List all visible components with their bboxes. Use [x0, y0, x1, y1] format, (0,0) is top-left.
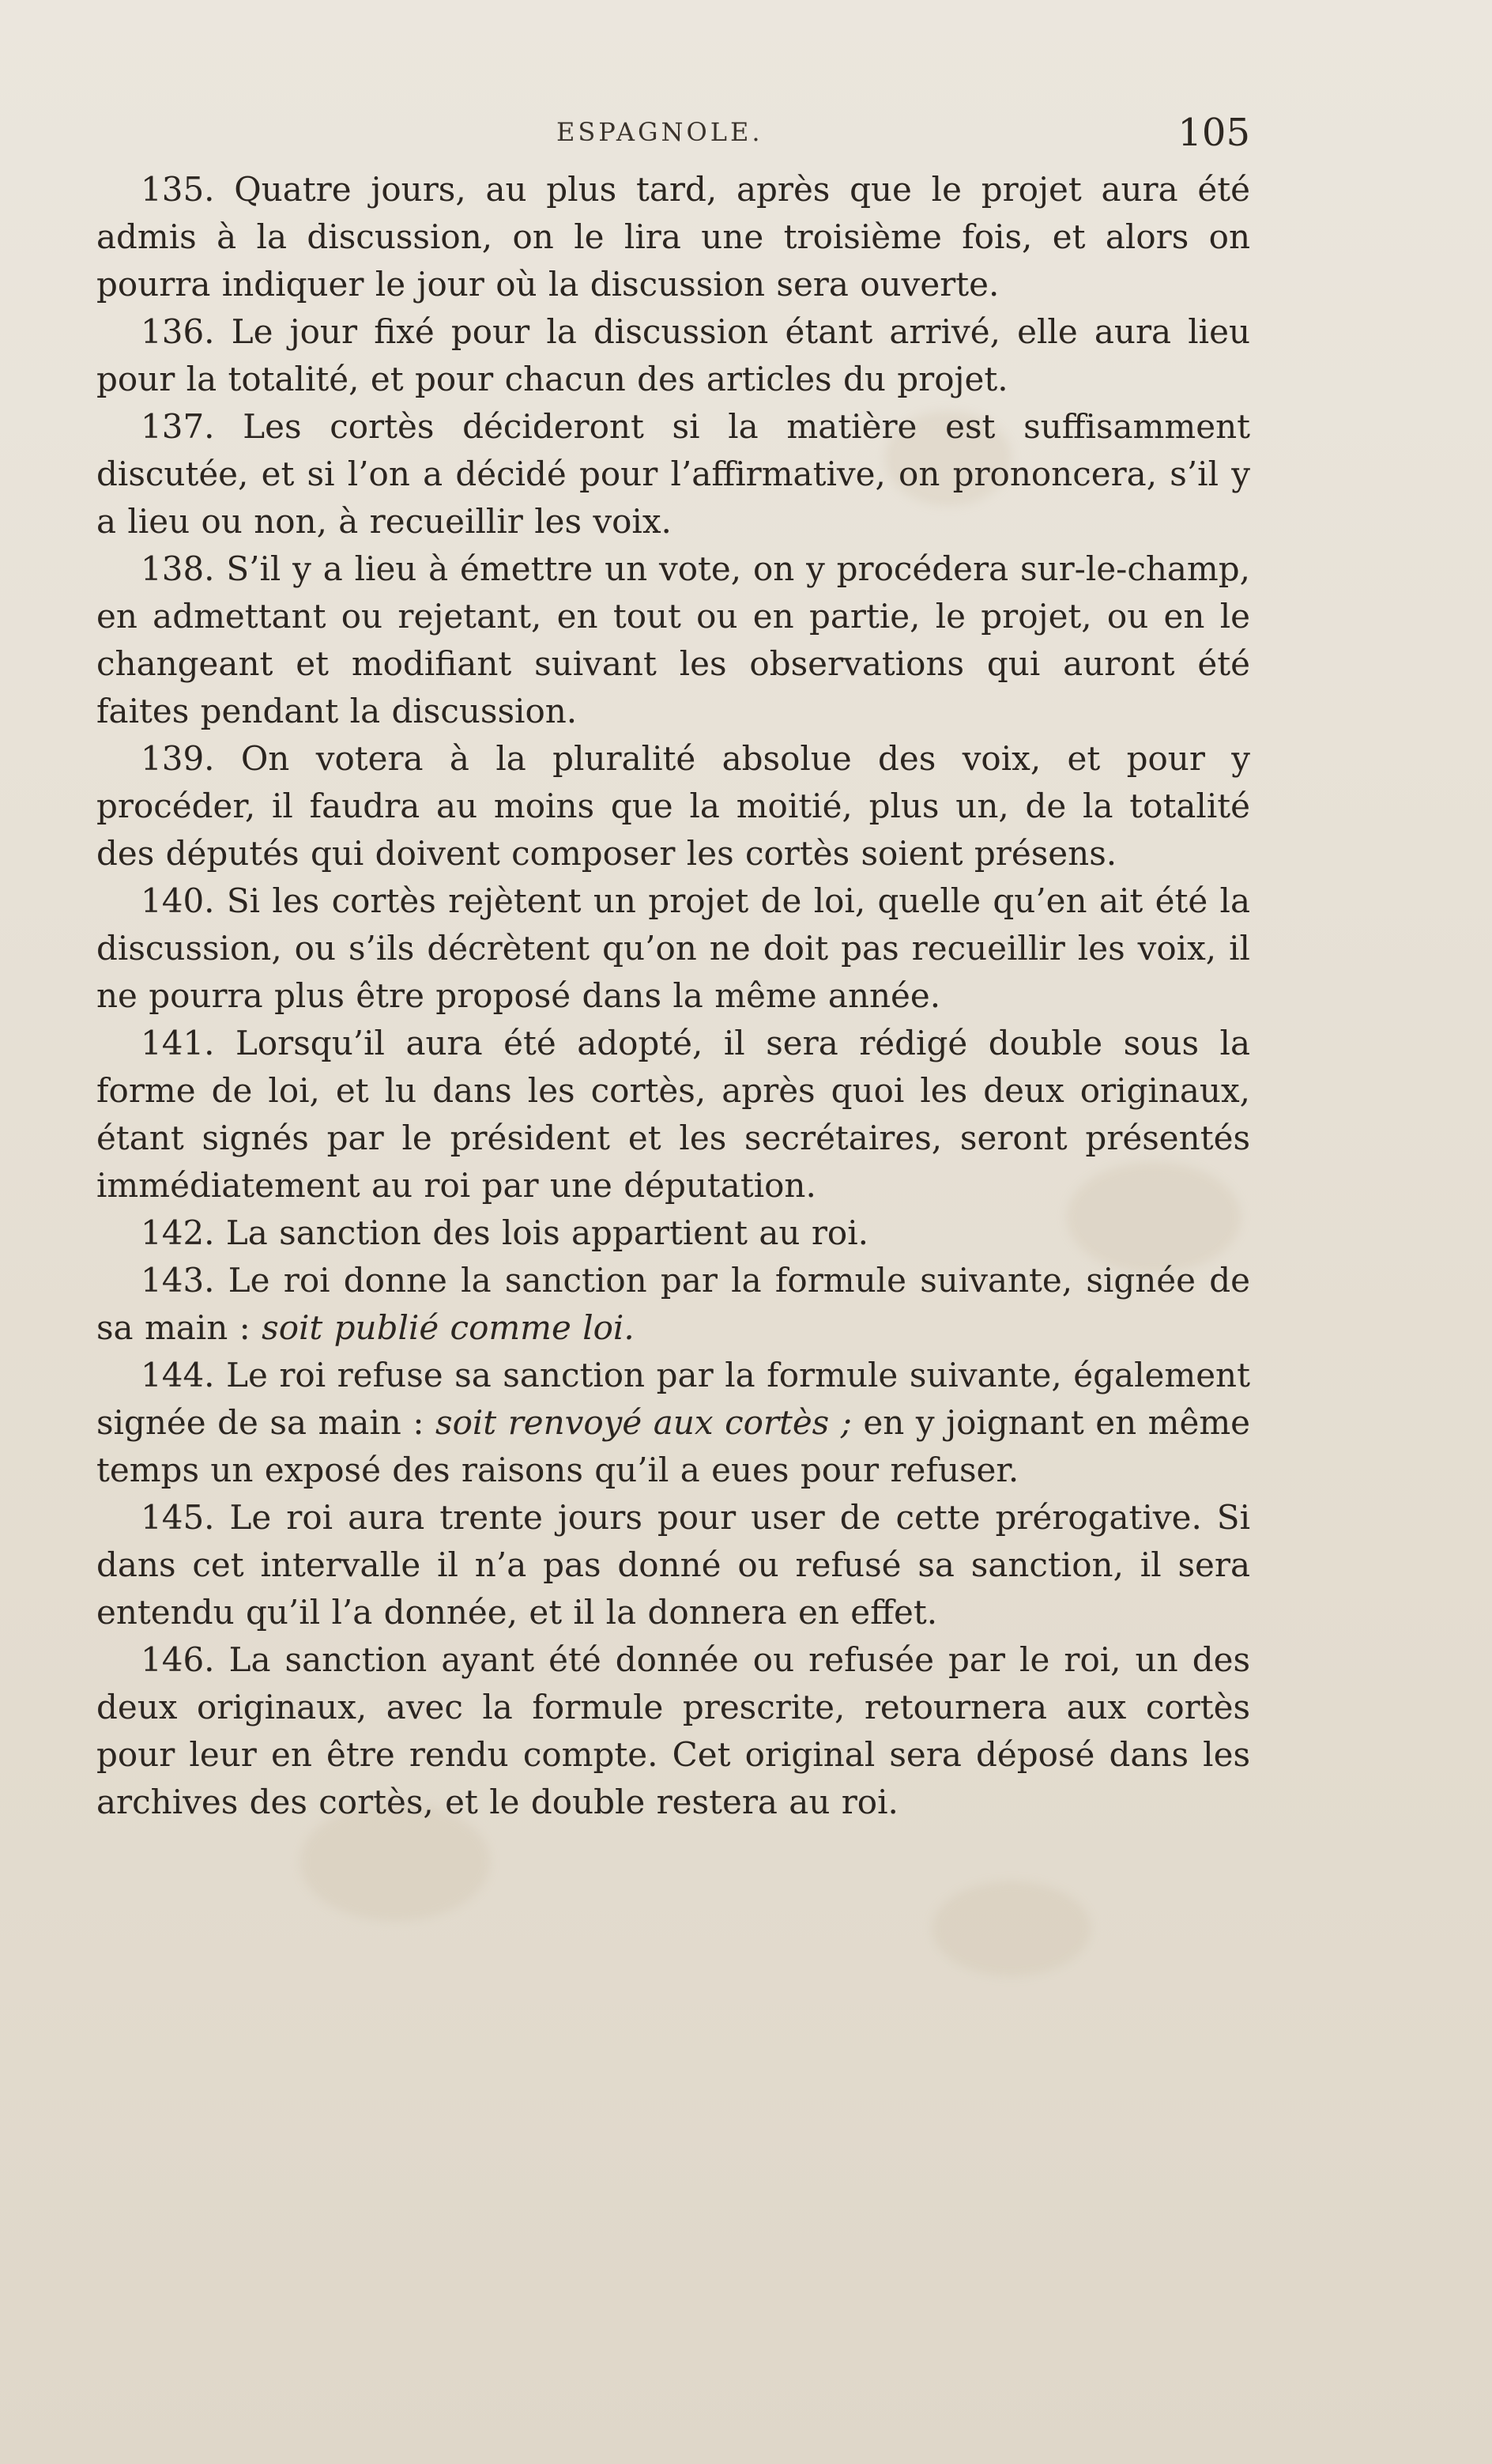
article-text: On votera à la pluralité absolue des voix, et pour y procéder, il faudra au moins que la moitié, plus un, de la totalité des députés qui doivent composer les cortès soient présens. [96, 739, 1250, 873]
article-text: Quatre jours, au plus tard, après que le projet aura été admis à la discussion, on le lira une troisième fois, et alors on pourra indiquer le jour où la discussion sera ouverte. [96, 170, 1251, 304]
article-italic-formula: soit renvoyé aux cortès ; [435, 1403, 852, 1442]
article-135 [96, 166, 1250, 308]
article-144 [96, 1352, 1250, 1494]
article-145 [96, 1494, 1250, 1636]
article-text: Le roi donne la sanction par la formule suivante, signée de sa main : [96, 1261, 1250, 1347]
article-141 [96, 1020, 1250, 1209]
article-italic-formula: soit publié comme loi. [262, 1308, 635, 1347]
article-number: 138. [141, 549, 215, 588]
article-number: 145. [141, 1498, 215, 1537]
article-text-continued: en y joignant en même temps un exposé des raisons qu’il a eues pour refuser. [96, 1403, 1251, 1489]
article-number: 135. [141, 170, 215, 209]
article-143 [96, 1257, 1250, 1352]
article-number: 137. [141, 407, 215, 446]
article-text: S’il y a lieu à émettre un vote, on y procédera sur-le-champ, en admettant ou rejetant, en tout ou en partie, le projet, ou en le changeant et modifiant suivant les observations qui auront été faites pendant la discussion. [96, 549, 1250, 730]
article-number: 141. [141, 1024, 215, 1062]
article-text: La sanction ayant été donnée ou refusée par le roi, un des deux originaux, avec la formule prescrite, retournera aux cortès pour leur en être rendu compte. Cet original sera déposé dans les archives des cortès, et le double restera au roi. [96, 1640, 1250, 1821]
article-text: Le roi refuse sa sanction par la formule suivante, également signée de sa main : [96, 1356, 1250, 1442]
article-text: Le roi aura trente jours pour user de cette prérogative. Si dans cet intervalle il n’a pas donné ou refusé sa sanction, il sera entendu qu’il l’a donnée, et il la donnera en effet. [96, 1498, 1250, 1632]
paper-stain [932, 1881, 1091, 1976]
article-text: Le jour fixé pour la discussion étant arrivé, elle aura lieu pour la totalité, et pour chacun des articles du projet. [96, 312, 1250, 398]
article-142 [96, 1209, 1250, 1257]
article-text: Les cortès décideront si la matière est suffisamment discutée, et si l’on a décidé pour l’affirmative, on prononcera, s’il y a lieu ou non, à recueillir les voix. [96, 407, 1250, 541]
article-number: 140. [141, 881, 215, 920]
article-136 [96, 308, 1250, 403]
article-number: 142. [141, 1213, 215, 1252]
article-137 [96, 403, 1250, 545]
article-text: La sanction des lois appartient au roi. [225, 1213, 868, 1252]
article-139 [96, 735, 1250, 877]
article-number: 139. [141, 739, 215, 778]
article-138 [96, 545, 1250, 735]
body-text [96, 166, 1250, 1826]
article-number: 144. [141, 1356, 215, 1394]
article-number: 146. [141, 1640, 215, 1679]
page-number: 105 [1177, 111, 1250, 155]
article-number: 136. [141, 312, 215, 351]
article-text: Si les cortès rejètent un projet de loi, quelle qu’en ait été la discussion, ou s’ils décrètent qu’on ne doit pas recueillir les voix, il ne pourra plus être proposé dans la même année. [96, 881, 1250, 1015]
article-140 [96, 877, 1250, 1020]
article-146 [96, 1636, 1250, 1826]
article-text: Lorsqu’il aura été adopté, il sera rédigé double sous la forme de loi, et lu dans les cortès, après quoi les deux originaux, étant signés par le président et les secrétaires, seront présentés immédiatement au roi par une députation. [96, 1024, 1250, 1205]
page-header [96, 111, 1250, 164]
article-number: 143. [141, 1261, 215, 1300]
running-title: ESPAGNOLE. [556, 117, 763, 147]
